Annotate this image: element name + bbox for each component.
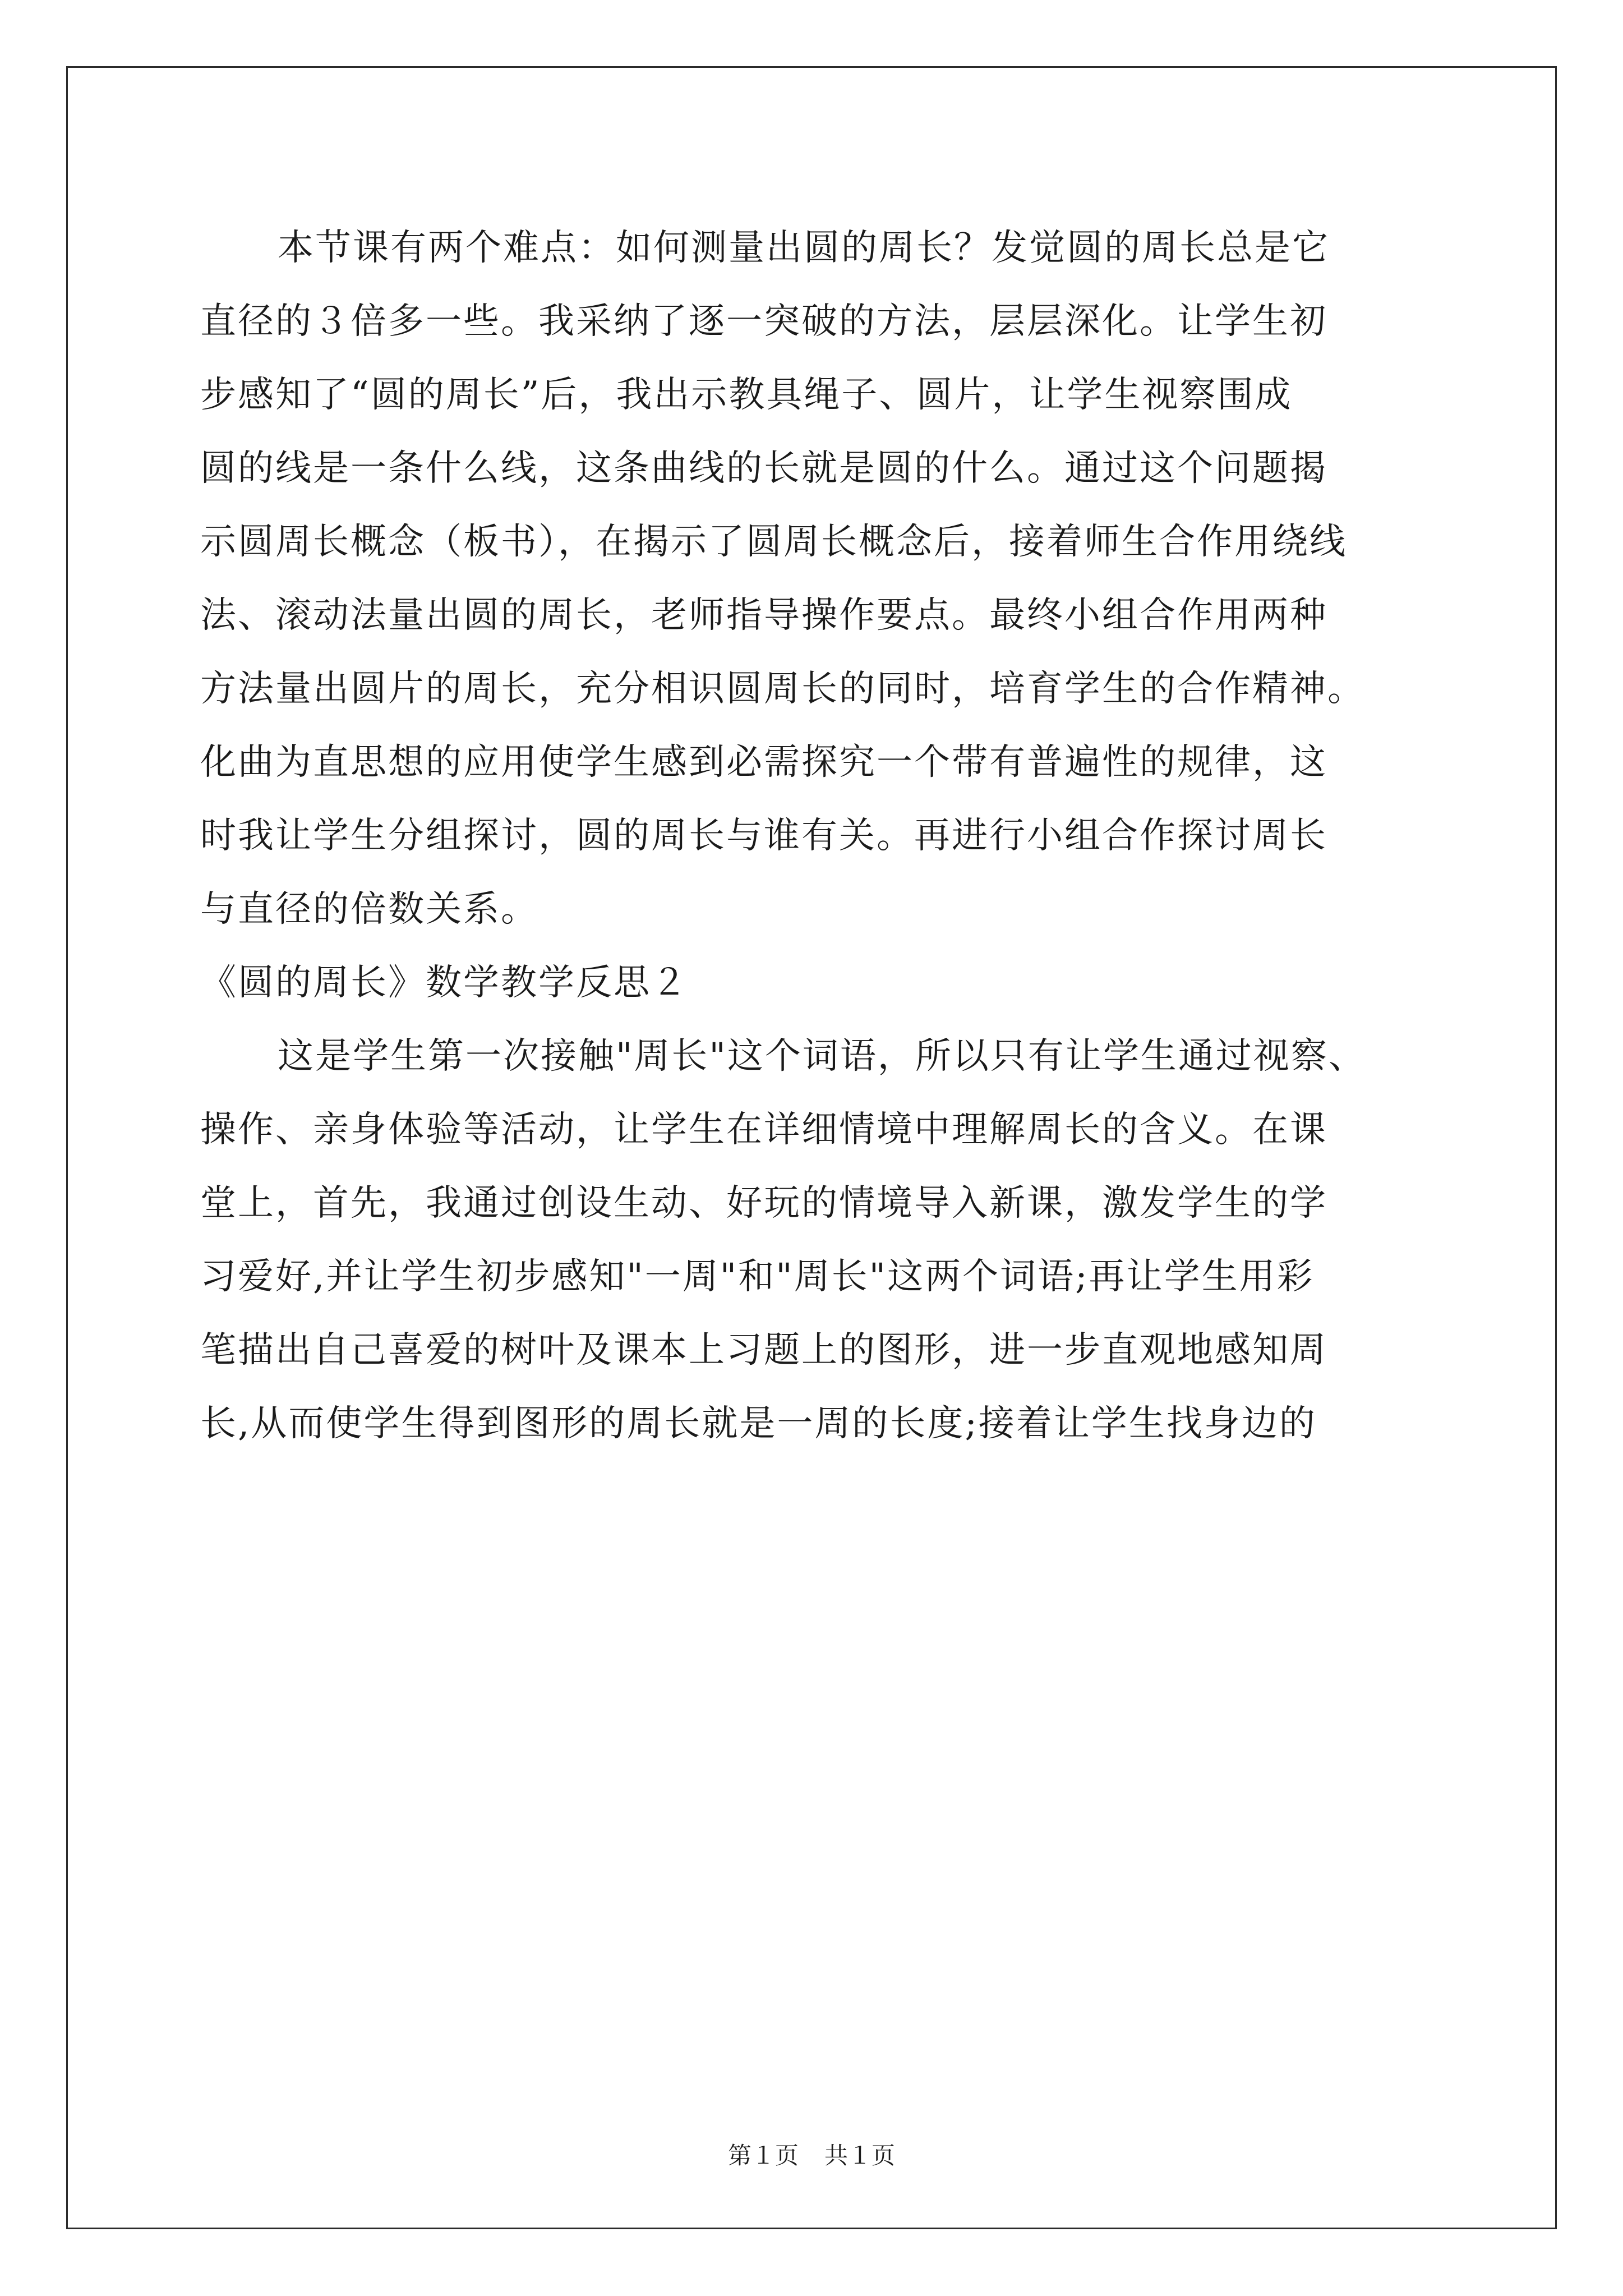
paragraph1-line-3: 步感知了“圆的周长”后，我出示教具绳子、圆片，让学生视察围成 [200,374,1293,416]
paragraph1-line-8: 化曲为直思想的应用使学生感到必需探究一个带有普遍性的规律，这 [200,742,1327,783]
paragraph1-line-7: 方法量出圆片的周长，充分相识圆周长的同时，培育学生的合作精神。 [200,668,1365,710]
paragraph2-line-3: 堂上，首先，我通过创设生动、好玩的情境导入新课，激发学生的学 [200,1182,1327,1224]
paragraph2-line-4: 习爱好,并让学生初步感知"一周"和"周长"这两个词语;再让学生用彩 [200,1256,1315,1297]
page-footer [0,2144,1623,2168]
paragraph1-line-2: 直径的３倍多一些。我采纳了逐一突破的方法，层层深化。让学生初 [200,301,1327,342]
paragraph1-line-1: 本节课有两个难点：如何测量出圆的周长？发觉圆的周长总是它 [278,227,1330,269]
page-number: 第１页 [727,2142,799,2169]
paragraph1-line-5: 示圆周长概念（板书），在揭示了圆周长概念后，接着师生合作用绕线 [200,521,1347,563]
paragraph1-line-4: 圆的线是一条什么线，这条曲线的长就是圆的什么。通过这个问题揭 [200,448,1327,489]
section-heading: 《圆的周长》数学教学反思２ [200,962,689,1004]
paragraph1-line-10: 与直径的倍数关系。 [200,889,538,930]
page-total: 共１页 [824,2142,896,2169]
paragraph1-line-9: 时我让学生分组探讨，圆的周长与谁有关。再进行小组合作探讨周长 [200,815,1327,857]
paragraph1-line-6: 法、滚动法量出圆的周长，老师指导操作要点。最终小组合作用两种 [200,595,1327,636]
paragraph2-line-1: 这是学生第一次接触"周长"这个词语，所以只有让学生通过视察、 [278,1036,1366,1077]
paragraph2-line-5: 笔描出自己喜爱的树叶及课本上习题上的图形，进一步直观地感知周 [200,1329,1327,1371]
paragraph2-line-6: 长,从而使学生得到图形的周长就是一周的长度;接着让学生找身边的 [200,1403,1317,1444]
paragraph2-line-2: 操作、亲身体验等活动，让学生在详细情境中理解周长的含义。在课 [200,1109,1327,1151]
